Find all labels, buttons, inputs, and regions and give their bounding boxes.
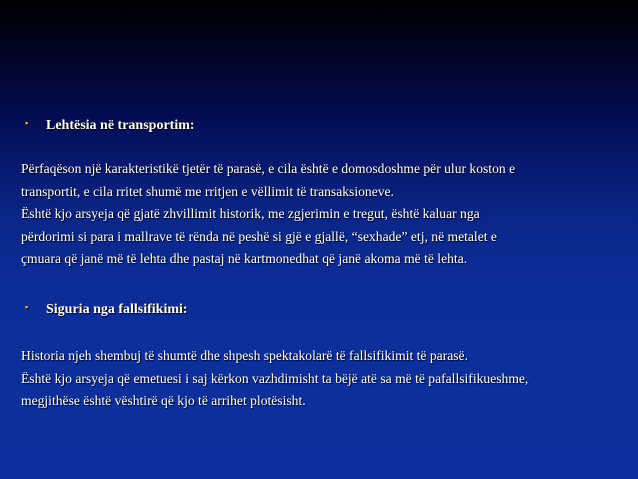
text-line: Përfaqëson një karakteristikë tjetër të parasë, e cila është e domosdoshme për ulur koston e — [21, 161, 516, 176]
heading-text: Siguria nga fallsifikimi: — [46, 302, 188, 317]
paragraph-transport — [21, 158, 633, 271]
text-line: përdorimi si para i mallrave të rënda në peshë si gjë e gjallë, “sexhade” etj, në metalet e — [21, 228, 497, 244]
text-line: megjithëse është vështirë që kjo të arrihet plotësisht. — [21, 393, 306, 409]
section-heading-security — [25, 302, 188, 318]
text-line: transportit, e cila rritet shumë me rritjen e vëllimit të transaksioneve. — [21, 183, 394, 199]
bullet-icon: ▪ — [25, 118, 29, 128]
text-line: Historia njeh shembuj të shumtë dhe shpesh spektakolarë të fallsifikimit të parasë. — [21, 348, 468, 363]
bullet-icon: ▪ — [25, 302, 29, 312]
heading-text: Lehtësia në transportim: — [46, 118, 195, 133]
text-line: çmuara që janë më të lehta dhe pastaj në kartmonedhat që janë akoma më të lehta. — [21, 251, 468, 267]
paragraph-security — [21, 345, 633, 413]
section-heading-transport — [25, 118, 195, 134]
text-line: Është kjo arsyeja që emetuesi i saj kërkon vazhdimisht ta bëjë atë sa më të pafallsifikueshme, — [21, 370, 529, 386]
text-line: Është kjo arsyeja që gjatë zhvillimit historik, me zgjerimin e tregut, është kaluar nga — [21, 206, 480, 222]
